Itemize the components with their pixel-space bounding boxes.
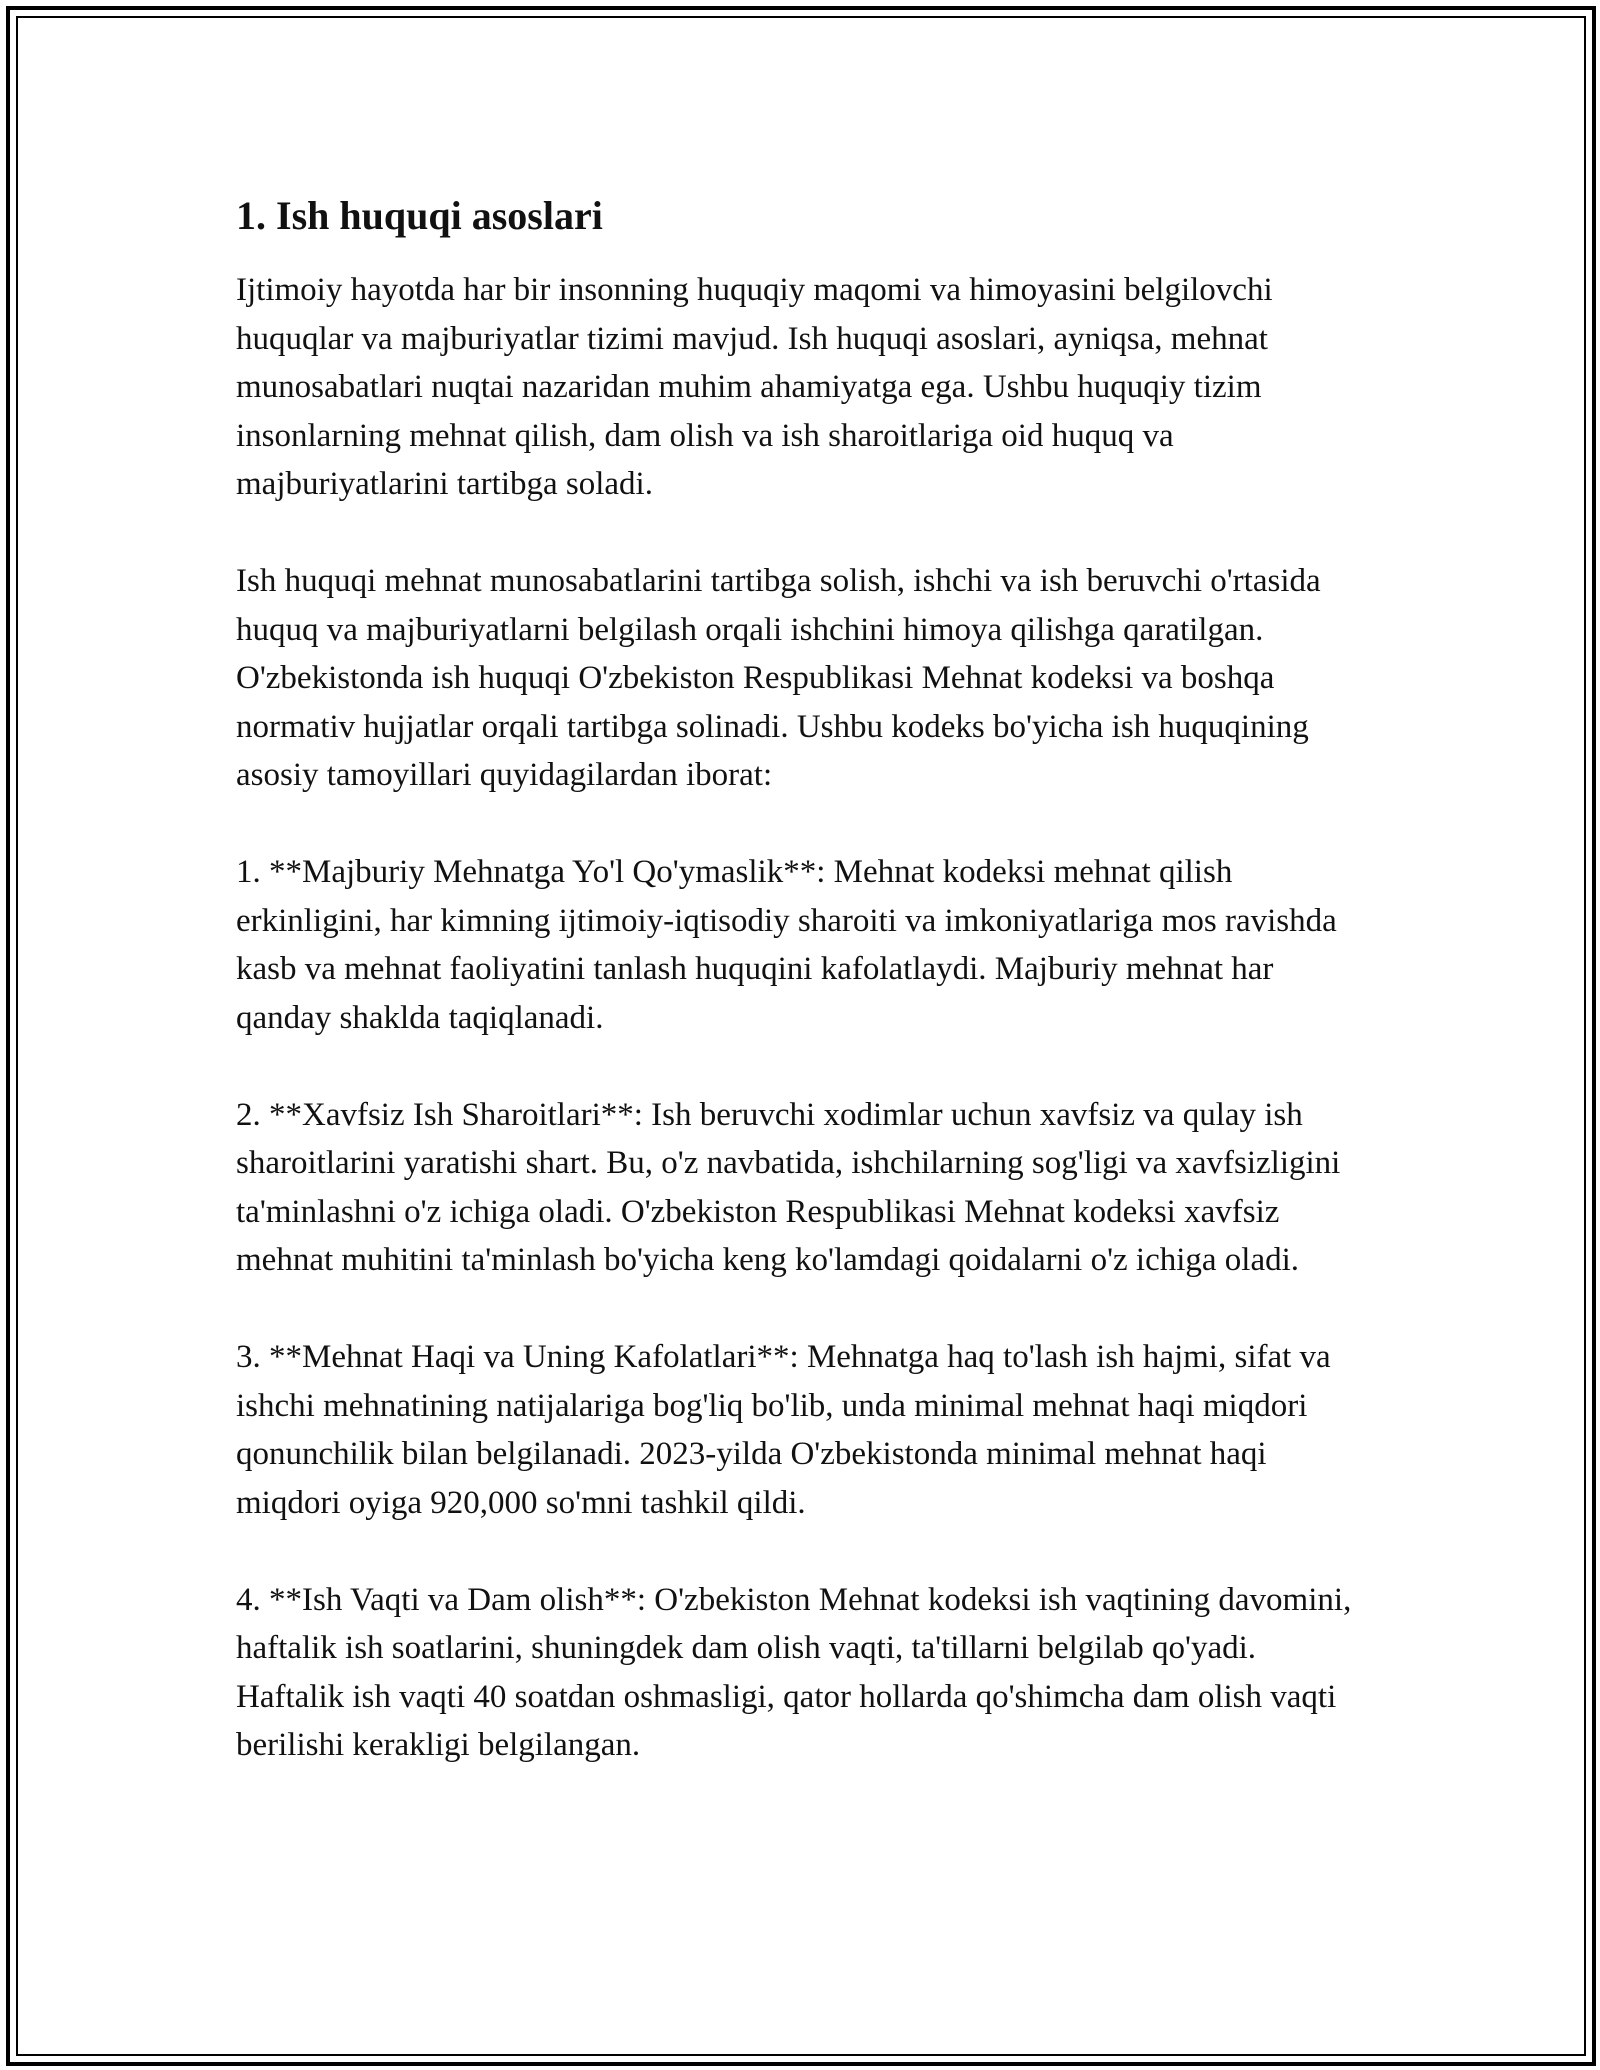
- paragraph-labor-law: Ish huquqi mehnat munosabatlarini tartibga solish, ishchi va ish beruvchi o'rtasida huquq va majburiyatlarni belgilash orqali ishchini himoya qilishga qaratilgan. O'zbekistonda ish huquqi O'zbekiston Respublikasi Mehnat kodeksi va boshqa normativ hujjatlar orqali tartibga solinadi. Ushbu kodeks bo'yicha ish huquqining asosiy tamoyillari quyidagilardan iborat:: [236, 563, 1321, 793]
- section-heading: 1. Ish huquqi asoslari: [236, 193, 603, 238]
- paragraph-principle-4: 4. **Ish Vaqti va Dam olish**: O'zbekiston Mehnat kodeksi ish vaqtining davomini, haftalik ish soatlarini, shuningdek dam olish vaqti, ta'tillarni belgilab qo'yadi. Haftalik ish vaqti 40 soatdan oshmasligi, qator hollarda qo'shimcha dam olish vaqti berilishi kerakligi belgilangan.: [236, 1581, 1352, 1763]
- paragraph-principle-3: 3. **Mehnat Haqi va Uning Kafolatlari**: Mehnatga haq to'lash ish hajmi, sifat va ishchi mehnatining natijalariga bog'liq bo'lib, unda minimal mehnat haqi miqdori qonunchilik bilan belgilanadi. 2023-yilda O'zbekistonda minimal mehnat haqi miqdori oyiga 920,000 so'mni tashkil qildi.: [236, 1339, 1331, 1521]
- paragraph-principle-2: 2. **Xavfsiz Ish Sharoitlari**: Ish beruvchi xodimlar uchun xavfsiz va qulay ish sharoitlarini yaratishi shart. Bu, o'z navbatida, ishchilarning sog'ligi va xavfsizligini ta'minlashni o'z ichiga oladi. O'zbekiston Respublikasi Mehnat kodeksi xavfsiz mehnat muhitini ta'minlash bo'yicha keng ko'lamdagi qoidalarni o'z ichiga oladi.: [236, 1096, 1341, 1278]
- document-body: [236, 188, 1366, 1818]
- paragraph-principle-1: 1. **Majburiy Mehnatga Yo'l Qo'ymaslik**: Mehnat kodeksi mehnat qilish erkinligini, har kimning ijtimoiy-iqtisodiy sharoiti va imkoniyatlariga mos ravishda kasb va mehnat faoliyatini tanlash huquqini kafolatlaydi. Majburiy mehnat har qanday shaklda taqiqlanadi.: [236, 854, 1337, 1036]
- paragraph-intro: Ijtimoiy hayotda har bir insonning huquqiy maqomi va himoyasini belgilovchi huquqlar va majburiyatlar tizimi mavjud. Ish huquqi asoslari, ayniqsa, mehnat munosabatlari nuqtai nazaridan muhim ahamiyatga ega. Ushbu huquqiy tizim insonlarning mehnat qilish, dam olish va ish sharoitlariga oid huquq va majburiyatlarini tartibga soladi.: [236, 272, 1273, 502]
